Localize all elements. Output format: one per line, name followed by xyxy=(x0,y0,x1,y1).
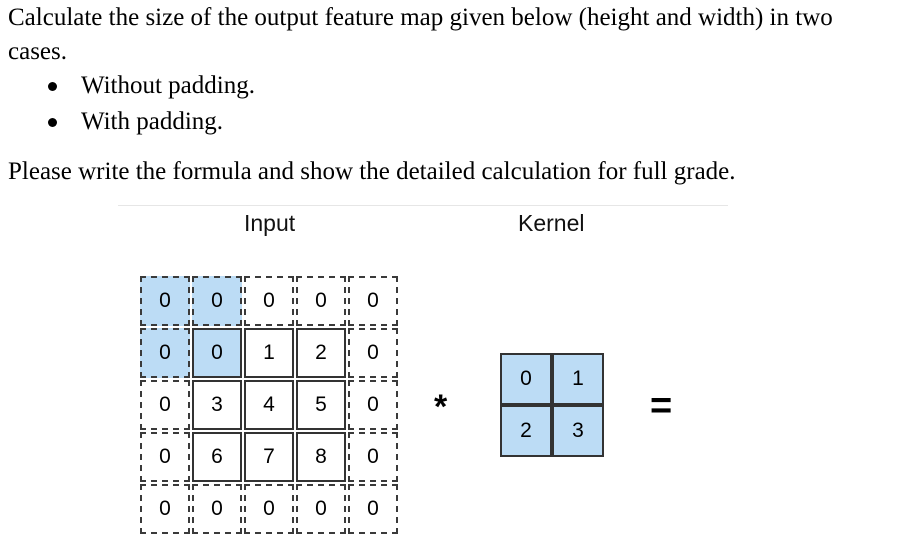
input-cell: 6 xyxy=(192,432,242,482)
input-cell: 8 xyxy=(296,432,346,482)
input-padding-cell: 0 xyxy=(140,432,190,482)
input-padding-cell: 0 xyxy=(140,328,190,378)
input-padding-cell: 0 xyxy=(348,432,398,482)
input-padding-cell: 0 xyxy=(140,380,190,430)
kernel-cell: 1 xyxy=(552,353,604,405)
input-cell: 5 xyxy=(296,380,346,430)
bullet-dot-icon xyxy=(48,118,57,127)
convolution-operator: * xyxy=(434,388,448,426)
question-instruction: Please write the formula and show the detailed calculation for full grade. xyxy=(8,158,736,185)
kernel-cell: 0 xyxy=(500,353,552,405)
input-padding-cell: 0 xyxy=(348,276,398,326)
input-padding-cell: 0 xyxy=(348,484,398,534)
input-cell: 0 xyxy=(192,328,242,378)
bullet-text: Without padding. xyxy=(81,72,255,99)
input-cell: 3 xyxy=(192,380,242,430)
kernel-label: Kernel xyxy=(518,210,585,236)
input-padding-cell: 0 xyxy=(348,328,398,378)
input-padding-cell: 0 xyxy=(192,484,242,534)
question-line-2: cases. xyxy=(8,38,67,65)
figure-divider xyxy=(118,205,728,206)
input-padding-cell: 0 xyxy=(140,484,190,534)
input-cell: 2 xyxy=(296,328,346,378)
bullet-dot-icon xyxy=(48,82,57,91)
kernel-cell: 3 xyxy=(552,405,604,457)
question-line-1: Calculate the size of the output feature map given below (height and width) in two xyxy=(8,4,833,31)
input-padding-cell: 0 xyxy=(192,276,242,326)
bullet-text: With padding. xyxy=(81,108,224,135)
input-cell: 4 xyxy=(244,380,294,430)
input-padding-cell: 0 xyxy=(296,276,346,326)
bullet-item-with-padding xyxy=(48,108,223,136)
input-matrix xyxy=(140,276,400,538)
equals-operator: = xyxy=(650,385,673,427)
input-cell: 7 xyxy=(244,432,294,482)
input-cell: 1 xyxy=(244,328,294,378)
bullet-item-without-padding xyxy=(48,72,255,100)
input-label: Input xyxy=(244,210,296,236)
input-padding-cell: 0 xyxy=(296,484,346,534)
kernel-cell: 2 xyxy=(500,405,552,457)
input-padding-cell: 0 xyxy=(140,276,190,326)
input-padding-cell: 0 xyxy=(348,380,398,430)
input-padding-cell: 0 xyxy=(244,276,294,326)
kernel-matrix xyxy=(500,353,606,459)
input-padding-cell: 0 xyxy=(244,484,294,534)
